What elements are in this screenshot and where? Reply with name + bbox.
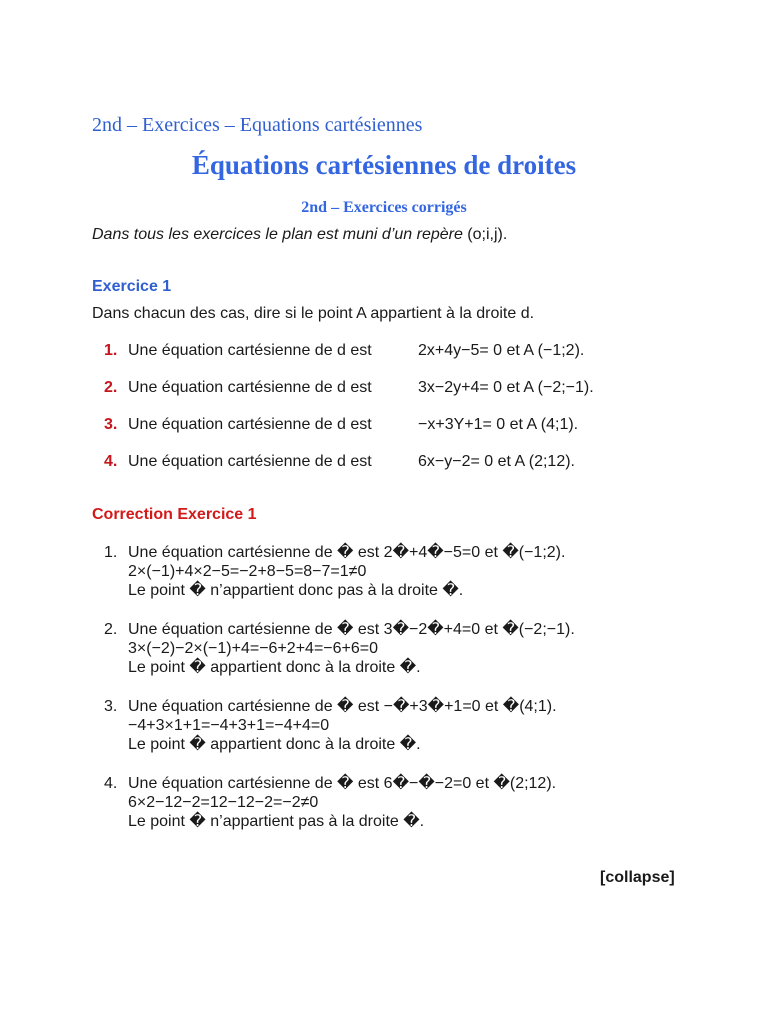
correction-item-statement: Une équation cartésienne de � est 2�+4�−5=0 et �(−1;2). — [128, 544, 566, 561]
correction-item-statement: Une équation cartésienne de � est 3�−2�+4=0 et �(−2;−1). — [128, 621, 575, 638]
exercise-item-text: Une équation cartésienne de d est — [128, 416, 372, 433]
correction-item-number: 2. — [104, 621, 118, 638]
correction-item-calculation: 6×2−12−2=12−12−2=−2≠0 — [128, 794, 319, 811]
exercise-item — [104, 453, 575, 473]
page-subtitle: 2nd – Exercices corrigés — [301, 199, 467, 216]
correction-item-conclusion: Le point � appartient donc à la droite �. — [128, 659, 421, 676]
exercise-instruction: Dans chacun des cas, dire si le point A appartient à la droite d. — [92, 305, 535, 322]
correction-item-calculation: 3×(−2)−2×(−1)+4=−6+2+4=−6+6=0 — [128, 640, 379, 657]
correction-item — [104, 697, 557, 754]
intro-normal-text: (o;i,j). — [462, 226, 508, 243]
correction-item-statement: Une équation cartésienne de � est 6�−�−2=0 et �(2;12). — [128, 775, 557, 792]
exercise-item-equation: 3x−2y+4= 0 et A (−2;−1). — [418, 379, 594, 396]
page-title: Équations cartésiennes de droites — [191, 150, 577, 180]
correction-item-number: 1. — [104, 544, 118, 561]
exercise-item — [104, 416, 578, 436]
intro-paragraph — [92, 226, 507, 244]
exercise-item-number: 3. — [104, 416, 118, 433]
correction-item-calculation: −4+3×1+1=−4+3+1=−4+4=0 — [128, 717, 330, 734]
correction-item — [104, 620, 575, 677]
exercise-item-equation: 6x−y−2= 0 et A (2;12). — [418, 453, 575, 470]
correction-item-conclusion: Le point � n’appartient pas à la droite �. — [128, 813, 425, 830]
exercise-heading: Exercice 1 — [92, 278, 172, 295]
exercise-item-number: 1. — [104, 342, 118, 359]
correction-item-statement: Une équation cartésienne de � est −�+3�+1=0 et �(4;1). — [128, 698, 557, 715]
exercise-item-number: 4. — [104, 453, 118, 470]
collapse-link[interactable]: [collapse] — [600, 869, 675, 886]
intro-italic-text: Dans tous les exercices le plan est muni d’un repère — [92, 226, 463, 243]
exercise-item — [104, 342, 584, 362]
correction-item — [104, 543, 565, 600]
correction-item-conclusion: Le point � n’appartient donc pas à la droite �. — [128, 582, 464, 599]
correction-item-number: 4. — [104, 775, 118, 792]
exercise-item-number: 2. — [104, 379, 118, 396]
exercise-item-equation: 2x+4y−5= 0 et A (−1;2). — [418, 342, 585, 359]
correction-item-number: 3. — [104, 698, 118, 715]
correction-item — [104, 774, 556, 831]
exercise-item-text: Une équation cartésienne de d est — [128, 453, 372, 470]
breadcrumb: 2nd – Exercices – Equations cartésiennes — [92, 114, 423, 136]
exercise-item-text: Une équation cartésienne de d est — [128, 379, 372, 396]
correction-heading: Correction Exercice 1 — [92, 506, 257, 523]
exercise-item — [104, 379, 594, 399]
exercise-item-equation: −x+3Y+1= 0 et A (4;1). — [418, 416, 579, 433]
correction-item-calculation: 2×(−1)+4×2−5=−2+8−5=8−7=1≠0 — [128, 563, 367, 580]
exercise-item-text: Une équation cartésienne de d est — [128, 342, 372, 359]
correction-item-conclusion: Le point � appartient donc à la droite �. — [128, 736, 421, 753]
